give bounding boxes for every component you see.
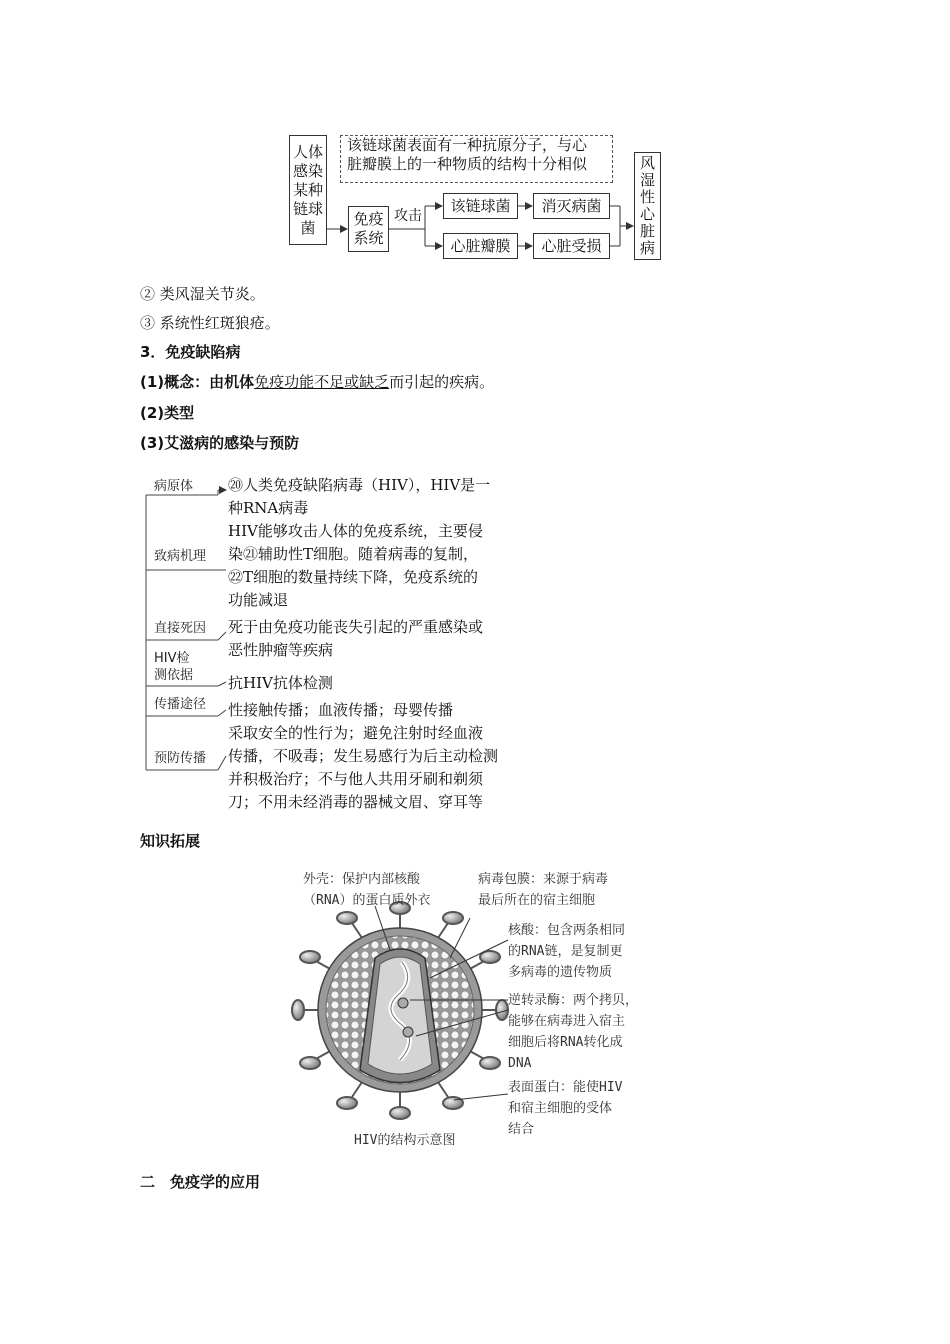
table-line: 功能减退 [228,591,289,609]
eliminate-bacteria-box: 消灭病菌 [533,193,610,219]
table-row-text [228,722,498,814]
label-line: DNA [508,1056,532,1071]
figure-caption: HIV的结构示意图 [354,1133,456,1148]
table-line: 抗HIV抗体检测 [228,674,333,692]
table-row-label: 致病机理 [154,549,207,564]
immune-line: 系统 [353,229,384,247]
label-line: 表面蛋白：能使HIV [508,1080,623,1095]
concept-line [140,371,494,393]
table-line: 染㉑辅助性T细胞。随着病毒的复制， [228,545,479,563]
antigen-note-line: 该链球菌表面有一种抗原分子，与心 [347,136,588,154]
label-line: 多病毒的遗传物质 [508,965,613,980]
result-char: 性 [639,188,655,206]
table-line: ⑳人类免疫缺陷病毒（HIV），HIV是一 [228,476,491,494]
nucleic-acid-label [508,920,625,983]
table-row-text [228,474,490,520]
streptococcus-box: 该链球菌 [443,193,518,219]
surface-protein-label [508,1077,622,1140]
label-line: 细胞后将RNA转化成 [508,1035,623,1050]
table-line: 恶性肿瘤等疾病 [228,641,334,659]
table-line: 并积极治疗；不与他人共用牙刷和剃须 [228,770,484,788]
label-line: 结合 [508,1122,535,1137]
infection-line: 感染 [292,161,323,180]
label-line: 测依据 [154,668,194,683]
result-char: 病 [639,239,655,257]
reverse-transcriptase-label [508,990,638,1074]
heart-valve-box: 心脏瓣膜 [443,233,518,259]
result-char: 风 [639,154,655,172]
table-line: ㉒T细胞的数量持续下降，免疫系统的 [228,568,479,586]
antigen-note-line: 脏瓣膜上的一种物质的结构十分相似 [347,155,588,173]
immune-system-box [348,206,389,252]
result-char: 心 [639,205,655,223]
antigen-note-box [340,135,613,183]
aids-heading: (3)艾滋病的感染与预防 [140,434,300,452]
envelope-label [478,869,608,911]
label-line: （RNA）的蛋白质外衣 [303,893,431,908]
result-char: 湿 [639,171,655,189]
table-line: 死于由免疫功能丧失引起的严重感染或 [228,618,484,636]
table-line: 采取安全的性行为；避免注射时经血液 [228,724,484,742]
list-item: ② 类风湿关节炎。 [140,285,265,303]
section-heading: 二 免疫学的应用 [140,1173,261,1191]
table-line: HIV能够攻击人体的免疫系统，主要侵 [228,522,483,540]
table-row-label: 传播途径 [154,697,207,712]
label-line: 外壳：保护内部核酸 [303,872,421,887]
types-heading: (2)类型 [140,404,195,422]
table-row-label: 病原体 [154,479,194,494]
infection-line: 菌 [300,218,316,237]
table-row-label: 直接死因 [154,621,207,636]
section-heading: 3．免疫缺陷病 [140,343,241,361]
label-line: 逆转录酶：两个拷贝， [508,993,639,1008]
table-line: 种RNA病毒 [228,499,309,517]
table-row-text [228,699,453,722]
concept-suffix: 而引起的疾病。 [389,373,495,391]
table-row-label: 预防传播 [154,751,207,766]
infection-line: 某种 [292,180,323,199]
table-row-text [228,520,483,612]
concept-prefix: (1)概念：由机体 [140,373,255,391]
table-line: 刀；不用未经消毒的器械文眉、穿耳等 [228,793,484,811]
label-line: 核酸：包含两条相同 [508,923,626,938]
heart-damage-box: 心脏受损 [533,233,610,259]
attack-label: 攻击 [394,208,422,224]
table-line: 传播，不吸毒；发生易感行为后主动检测 [228,747,499,765]
label-line: 的RNA链，是复制更 [508,944,623,959]
infection-box [289,135,327,245]
rheumatic-heart-disease-box [634,152,661,260]
table-row-text [228,672,333,695]
list-item: ③ 系统性红斑狼疮。 [140,314,280,332]
immune-line: 免疫 [353,210,384,228]
table-line: 性接触传播；血液传播；母婴传播 [228,701,454,719]
infection-line: 人体 [292,142,323,161]
label-line: 病毒包膜：来源于病毒 [478,872,609,887]
knowledge-heading: 知识拓展 [140,832,201,850]
label-line: 和宿主细胞的受体 [508,1101,613,1116]
label-line: HIV检 [154,651,190,666]
result-char: 脏 [639,222,655,240]
concept-underlined: 免疫功能不足或缺乏 [254,373,390,391]
infection-line: 链球 [292,199,323,218]
table-row-label [154,650,193,684]
shell-label [303,869,430,911]
label-line: 最后所在的宿主细胞 [478,893,596,908]
label-line: 能够在病毒进入宿主 [508,1014,626,1029]
table-row-text [228,616,483,662]
